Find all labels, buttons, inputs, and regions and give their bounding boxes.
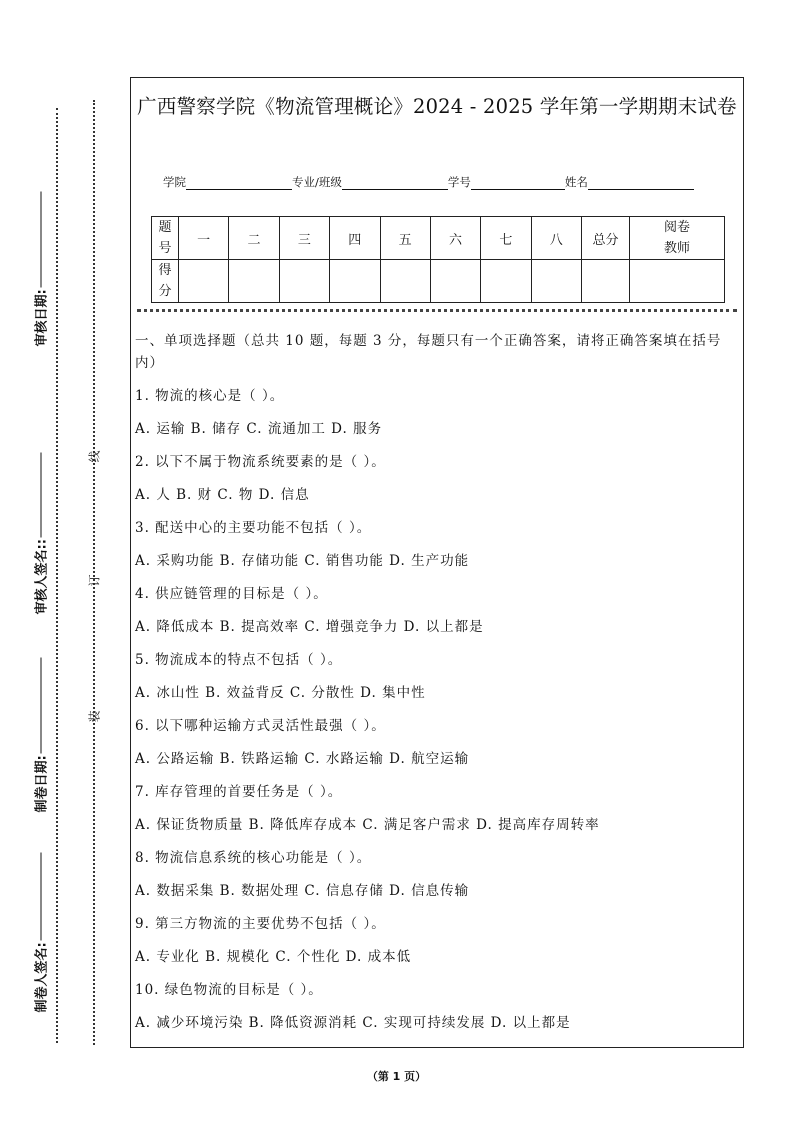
grader-bottom: 教师 [663, 241, 690, 256]
question-4-options: A. 降低成本 B. 提高效率 C. 增强竞争力 D. 以上都是 [135, 619, 484, 635]
college-label: 学院 [163, 175, 186, 189]
header-cell-1: 一 [179, 217, 229, 260]
question-5: 5. 物流成本的特点不包括（ ）。 [135, 652, 343, 668]
major-class-input[interactable] [342, 177, 448, 190]
question-1-options: A. 运输 B. 储存 C. 流通加工 D. 服务 [135, 421, 383, 437]
question-4: 4. 供应链管理的目标是（ ）。 [135, 586, 328, 602]
question-5-options: A. 冰山性 B. 效益背反 C. 分散性 D. 集中性 [135, 685, 426, 701]
grader-top: 阅卷 [663, 220, 690, 235]
major-class-label: 专业/班级 [292, 175, 342, 189]
question-3: 3. 配送中心的主要功能不包括（ ）。 [135, 520, 372, 536]
question-3-options: A. 采购功能 B. 存储功能 C. 销售功能 D. 生产功能 [135, 553, 470, 569]
reviewer-sign-field[interactable] [31, 445, 50, 615]
question-section [135, 330, 739, 1040]
exam-title: 广西警察学院《物流管理概论》2024 - 2025 学年第一学期期末试卷 [137, 95, 737, 118]
header-cell-6: 六 [430, 217, 480, 260]
question-6: 6. 以下哪种运输方式灵活性最强（ ）。 [135, 718, 386, 734]
question-2-options: A. 人 B. 财 C. 物 D. 信息 [135, 487, 310, 503]
score-cell-2[interactable] [229, 260, 279, 303]
score-label-top: 得 [158, 263, 172, 278]
question-7: 7. 库存管理的首要任务是（ ）。 [135, 784, 343, 800]
maker-sign-label: 制卷人签名: [34, 942, 50, 1013]
exam-frame [130, 77, 744, 1048]
question-9: 9. 第三方物流的主要优势不包括（ ）。 [135, 916, 386, 932]
score-cell-3[interactable] [279, 260, 329, 303]
question-1: 1. 物流的核心是（ ）。 [135, 388, 285, 404]
student-no-input[interactable] [471, 177, 565, 190]
binding-char-line: 线 [87, 450, 102, 463]
binding-dotted-line-inner [93, 100, 95, 1045]
maker-date-label: 制卷日期: [34, 755, 50, 813]
section1-intro: 一、单项选择题（总共 10 题，每题 3 分，每题只有一个正确答案，请将正确答案填在括号内） [135, 333, 722, 371]
question-list [135, 380, 739, 1040]
student-no-label: 学号 [447, 175, 471, 189]
score-cell-5[interactable] [380, 260, 430, 303]
score-label-cell [152, 260, 179, 303]
header-cell-2: 二 [229, 217, 279, 260]
header-label-top: 题 [158, 220, 172, 235]
question-9-options: A. 专业化 B. 规模化 C. 个性化 D. 成本低 [135, 949, 412, 965]
header-cell-7: 七 [481, 217, 531, 260]
section-separator [137, 309, 737, 312]
header-cell-5: 五 [380, 217, 430, 260]
score-cell-1[interactable] [179, 260, 229, 303]
score-cell-7[interactable] [481, 260, 531, 303]
student-info-line [163, 174, 694, 190]
score-label-bottom: 分 [158, 284, 172, 299]
binding-char-bind: 订 [87, 574, 102, 587]
score-cell-total[interactable] [582, 260, 630, 303]
header-label-bottom: 号 [158, 241, 172, 256]
reviewer-date-field[interactable] [31, 177, 50, 347]
grader-header-cell [630, 217, 725, 260]
header-cell-3: 三 [279, 217, 329, 260]
header-label-cell [152, 217, 179, 260]
reviewer-date-label: 审核日期: [34, 289, 50, 347]
name-label: 姓名 [564, 175, 588, 189]
binding-char-seal: 装 [87, 710, 102, 723]
reviewer-sign-label: 审核人签名:: [34, 539, 50, 615]
score-cell-8[interactable] [531, 260, 581, 303]
score-cell-6[interactable] [430, 260, 480, 303]
score-table [151, 216, 725, 303]
binding-dotted-line-outer [56, 108, 58, 1043]
college-input[interactable] [186, 177, 292, 190]
name-input[interactable] [588, 177, 694, 190]
maker-sign-field[interactable] [31, 843, 50, 1013]
header-cell-total: 总分 [582, 217, 630, 260]
question-10: 10. 绿色物流的目标是（ ）。 [135, 982, 323, 998]
question-7-options: A. 保证货物质量 B. 降低库存成本 C. 满足客户需求 D. 提高库存周转率 [135, 817, 600, 833]
question-2: 2. 以下不属于物流系统要素的是（ ）。 [135, 454, 386, 470]
question-8: 8. 物流信息系统的核心功能是（ ）。 [135, 850, 372, 866]
header-cell-4: 四 [330, 217, 380, 260]
question-6-options: A. 公路运输 B. 铁路运输 C. 水路运输 D. 航空运输 [135, 751, 470, 767]
score-table-score-row [152, 260, 725, 303]
grader-cell[interactable] [630, 260, 725, 303]
score-cell-4[interactable] [330, 260, 380, 303]
question-10-options: A. 减少环境污染 B. 降低资源消耗 C. 实现可持续发展 D. 以上都是 [135, 1015, 571, 1031]
page-footer: （第 1 页） [366, 1070, 427, 1083]
question-8-options: A. 数据采集 B. 数据处理 C. 信息存储 D. 信息传输 [135, 883, 470, 899]
maker-date-field[interactable] [31, 643, 50, 813]
score-table-header-row [152, 217, 725, 260]
header-cell-8: 八 [531, 217, 581, 260]
